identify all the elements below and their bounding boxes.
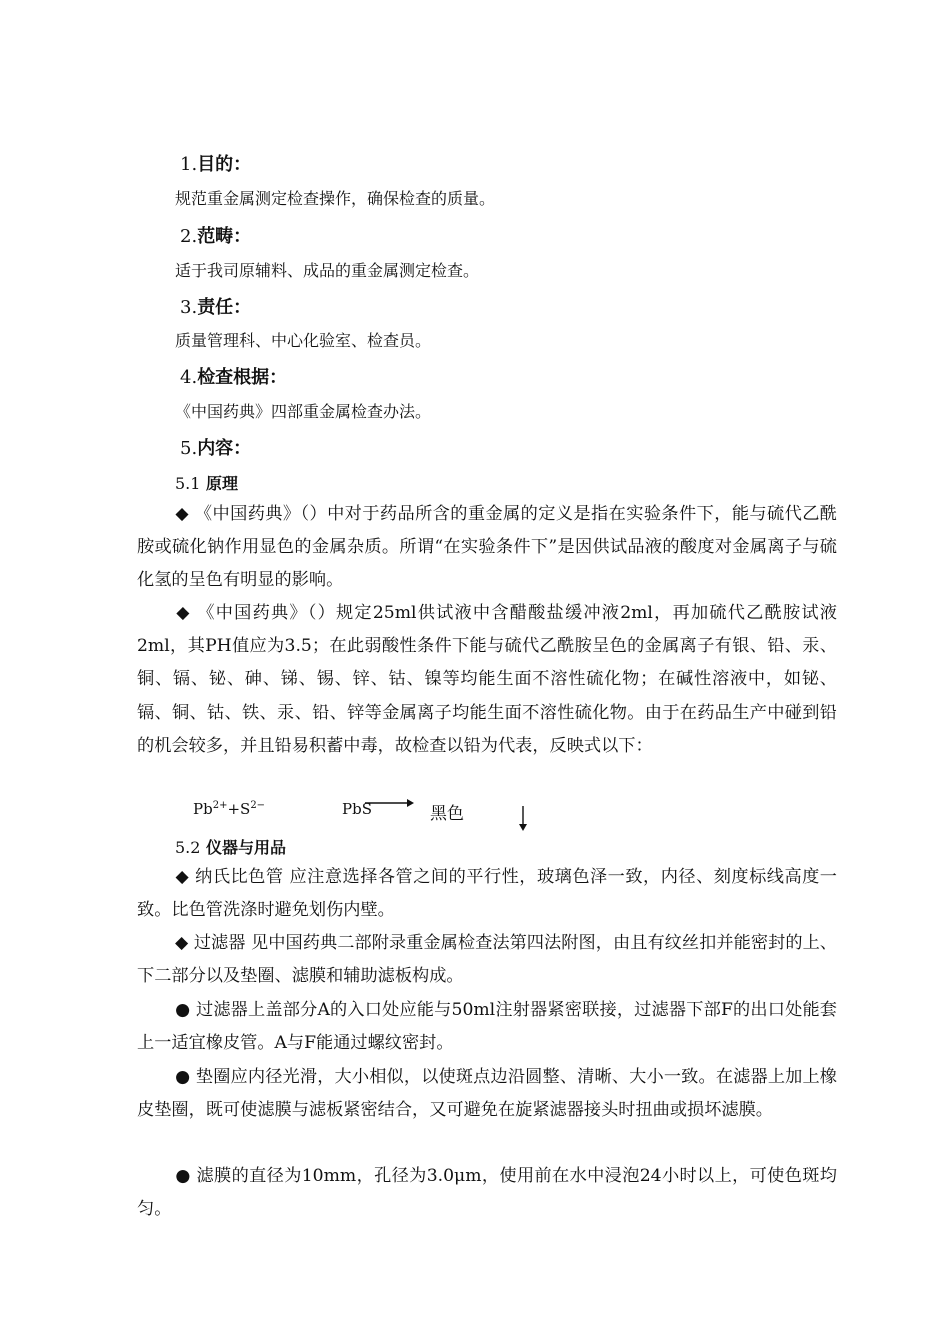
section-4-number: 4. bbox=[180, 367, 198, 388]
equation-color: 黑色 bbox=[430, 804, 464, 824]
paragraph-membrane-text: ● 滤膜的直径为10mm，孔径为3.0μm，使用前在水中浸泡24小时以上，可使色斑均匀。 bbox=[137, 1166, 837, 1220]
section-2-number: 2. bbox=[180, 226, 198, 247]
subsection-5-1-number: 5.1 bbox=[175, 474, 201, 493]
paragraph-filter bbox=[137, 927, 837, 993]
section-1-number: 1. bbox=[180, 154, 198, 175]
reaction-arrow-icon bbox=[365, 796, 415, 810]
subsection-5-2-heading bbox=[175, 835, 286, 858]
section-3-heading bbox=[180, 293, 251, 319]
paragraph-nessler-tube bbox=[137, 861, 837, 927]
section-1-title: 目的： bbox=[197, 154, 252, 175]
section-3-body: 质量管理科、中心化验室、检查员。 bbox=[175, 331, 432, 350]
paragraph-gasket bbox=[137, 1061, 837, 1127]
paragraph-gasket-text: ● 垫圈应内径光滑，大小相似，以使斑点边沿圆整、清晰、大小一致。在滤器上加上橡皮垫圈，既可使滤膜与滤板紧密结合，又可避免在旋紧滤器接头时扭曲或损坏滤膜。 bbox=[137, 1067, 837, 1121]
subsection-5-2-number: 5.2 bbox=[175, 838, 201, 857]
equation-pb-charge: 2+ bbox=[212, 800, 228, 811]
section-4-title: 检查根据： bbox=[197, 367, 288, 388]
section-3-title: 责任： bbox=[197, 297, 252, 318]
section-3-number: 3. bbox=[180, 297, 198, 318]
paragraph-filter-cap-text: ● 过滤器上盖部分A的入口处应能与50ml注射器紧密联接，过滤器下部F的出口处能套上一适宜橡皮管。A与F能通过螺纹密封。 bbox=[137, 1000, 837, 1054]
paragraph-membrane bbox=[137, 1160, 837, 1226]
paragraph-definition-text: ◆ 《中国药典》（）中对于药品所含的重金属的定义是指在实验条件下，能与硫代乙酰胺或硫化钠作用显色的金属杂质。所谓“在实验条件下”是因供试品液的酸度对金属离子与硫化氢的呈色有明显的影响。 bbox=[137, 504, 837, 591]
section-5-number: 5. bbox=[180, 438, 198, 459]
section-4-heading bbox=[180, 363, 287, 389]
paragraph-nessler-tube-text: ◆ 纳氏比色管 应注意选择各管之间的平行性，玻璃色泽一致，内径、刻度标线高度一致。比色管洗涤时避免划伤内壁。 bbox=[137, 867, 837, 921]
section-4-body: 《中国药典》四部重金属检查办法。 bbox=[175, 402, 432, 421]
section-1-heading bbox=[180, 150, 251, 176]
equation-product: PbS bbox=[342, 800, 372, 818]
equation-reactants bbox=[193, 800, 265, 818]
paragraph-filter-text: ◆ 过滤器 见中国药典二部附录重金属检查法第四法附图，由且有纹丝扣并能密封的上、下二部分以及垫圈、滤膜和辅助滤板构成。 bbox=[137, 933, 837, 987]
equation-plus-s: +S bbox=[227, 800, 251, 818]
section-5-heading bbox=[180, 434, 251, 460]
section-5-title: 内容： bbox=[197, 438, 252, 459]
paragraph-conditions bbox=[137, 597, 837, 763]
paragraph-definition bbox=[137, 498, 837, 598]
precipitate-arrow-icon bbox=[516, 806, 530, 832]
equation-pb: Pb bbox=[193, 800, 213, 818]
paragraph-conditions-text: ◆ 《中国药典》（）规定25ml供试液中含醋酸盐缓冲液2ml，再加硫代乙酰胺试液2ml，其PH值应为3.5；在此弱酸性条件下能与硫代乙酰胺呈色的金属离子有银、铅、汞、铜、镉、铋、砷、锑、锡、锌、钴、镍等均能生面不溶性硫化物；在碱性溶液中，如铋、镉、铜、钴、铁、汞、铅、锌等金属离子均能生面不溶性硫化物。由于在药品生产中碰到铅的机会较多，并且铅易积蓄中毒，故检查以铅为代表，反映式以下： bbox=[137, 603, 837, 756]
section-2-heading bbox=[180, 222, 251, 248]
section-2-body: 适于我司原辅料、成品的重金属测定检查。 bbox=[175, 261, 480, 280]
paragraph-filter-cap bbox=[137, 994, 837, 1060]
equation-s-charge: 2− bbox=[250, 800, 266, 811]
subsection-5-1-title: 原理 bbox=[206, 474, 239, 493]
subsection-5-1-heading bbox=[175, 471, 238, 494]
section-2-title: 范畴： bbox=[197, 226, 252, 247]
subsection-5-2-title: 仪器与用品 bbox=[206, 838, 287, 857]
section-1-body: 规范重金属测定检查操作，确保检查的质量。 bbox=[175, 189, 496, 208]
